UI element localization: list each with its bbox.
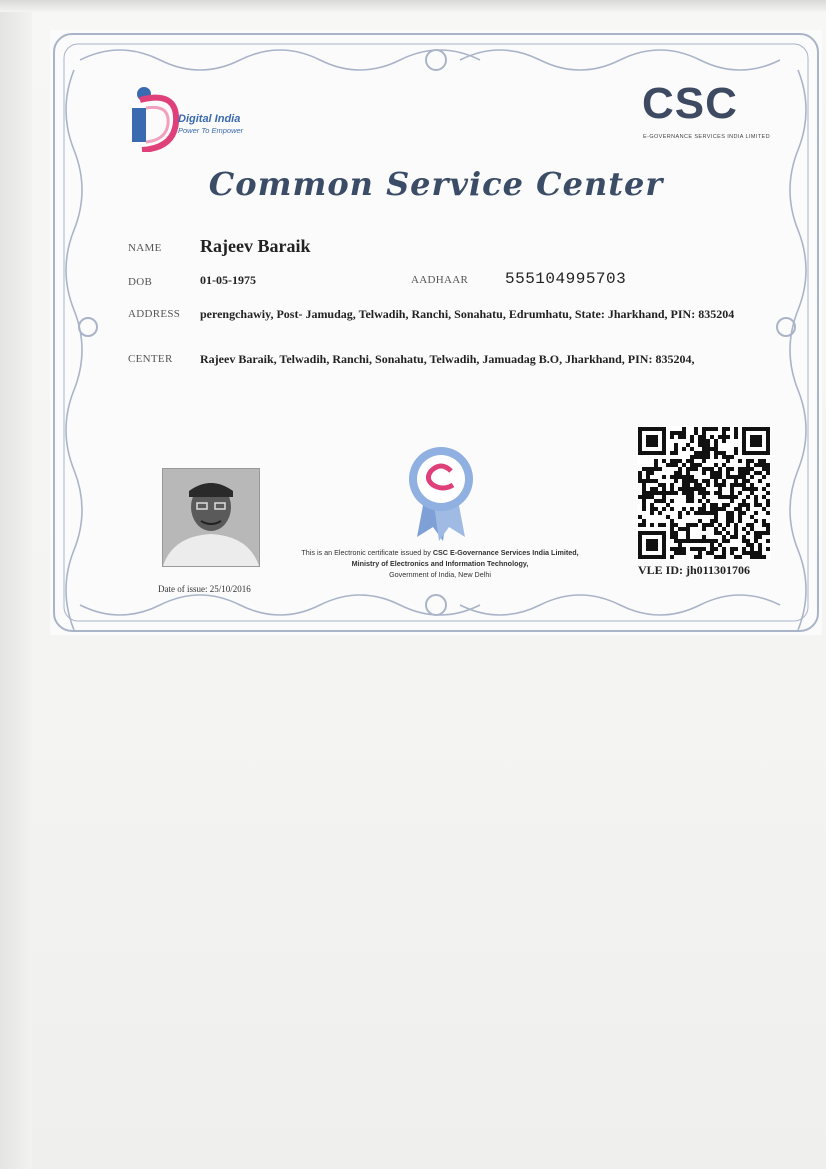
dob-value: 01-05-1975 (200, 273, 256, 287)
digital-india-title: Digital India (178, 113, 241, 125)
scan-shadow-top (0, 0, 826, 12)
note-line1: This is an Electronic certificate issued by (301, 548, 431, 557)
center-label: CENTER (128, 353, 173, 365)
note-issuer: CSC E-Governance Services India Limited, (432, 548, 579, 557)
note-line3: Government of India, New Delhi (389, 570, 491, 579)
dob-label: DOB (128, 276, 153, 288)
aadhaar-label: AADHAAR (411, 274, 469, 286)
person-photo (162, 468, 260, 567)
scan-shadow-left (0, 0, 32, 1169)
vle-id: VLE ID: jh011301706 (638, 563, 751, 577)
aadhaar-value: 555104995703 (505, 270, 627, 288)
digital-india-tagline: Power To Empower (178, 126, 244, 135)
name-value: Rajeev Baraik (200, 236, 311, 256)
qr-code (637, 426, 771, 560)
issue-date: Date of issue: 25/10/2016 (158, 584, 251, 594)
name-label: NAME (128, 242, 162, 254)
center-value: Rajeev Baraik, Telwadih, Ranchi, Sonahatu, Telwadih, Jamuadag B.O, Jharkhand, PIN: 835204, (200, 352, 695, 366)
certificate-note (270, 547, 610, 580)
csc-tagline: E-GOVERNANCE SERVICES INDIA LIMITED (643, 134, 770, 140)
csc-badge-icon (405, 445, 477, 541)
address-label: ADDRESS (128, 308, 181, 320)
digital-india-logo (118, 78, 182, 152)
address-value: perengchawiy, Post- Jamudag, Telwadih, Ranchi, Sonahatu, Edrumhatu, State: Jharkhand, PIN: 835204 (200, 307, 735, 321)
certificate (50, 30, 822, 635)
certificate-title: Common Service Center (208, 165, 664, 203)
csc-logo: CSC (642, 79, 738, 128)
note-line2: Ministry of Electronics and Information Technology, (351, 559, 529, 568)
